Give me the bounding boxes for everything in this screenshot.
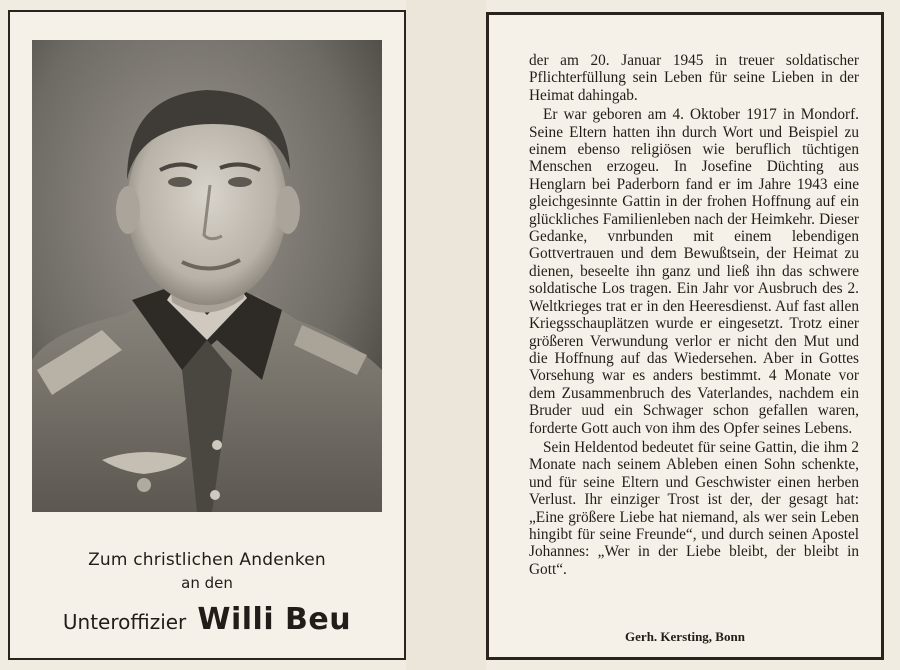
dedication-line: Zum christlichen Andenken: [88, 550, 326, 570]
memorial-card-front: [8, 10, 406, 660]
printer-signature: Gerh. Kersting, Bonn: [625, 629, 745, 644]
obituary-paragraph-2: Er war geboren am 4. Oktober 1917 in Mondorf. Seine Eltern hatten ihn durch Wort und Beispiel zu einem ebenso religiösen wie beruflich tüchtigen Menschen erzogeu. In Josefine Düchting aus Henglarn bei Paderborn fand er im Jahre 1943 eine gleichgesinnte Gattin in der frohen Hoffnung auf ein glückliches Familienleben nach der Heimkehr. Dieser Gedanke, vnrbunden mit einem lebendigen Gottvertrauen und dem Bewußtsein, der Heimat zu dienen, beseelte ihn ganz und ließ ihn das schwere soldatische Los tragen. Ein Jahr vor Ausbruch des 2. Weltkrieges trat er in den Heeresdienst. Auf fast allen Kriegsschauplätzen wurde er eingesetzt. Trotz einer größeren Verwundung verlor er nicht den Mut und die Hoffnung auf das Wiedersehen. Aber in Gottes Vorsehung war es anders bestimmt. 4 Monate vor dem Zusammenbruch des Vaterlandes, nachdem ein Bruder uud ein Schwager schon gefallen waren, forderte Gott auch von ihm des Opfer seines Lebens.: [529, 106, 859, 437]
military-rank: Unteroffizier: [62, 610, 187, 634]
deceased-name: Willi Beu: [197, 602, 352, 637]
dedication-caption: [10, 550, 404, 637]
obituary-text: [529, 52, 859, 580]
portrait-image: [32, 40, 382, 512]
memorial-card-back: [486, 12, 884, 660]
dedication-preposition: an den: [181, 574, 233, 592]
portrait-photo: [32, 40, 382, 512]
obituary-paragraph-1: der am 20. Januar 1945 in treuer soldatischer Pflichterfüllung sein Leben für seine Lieben in der Heimat dahingab.: [529, 52, 859, 104]
deceased-title: [10, 602, 404, 637]
card-fold: [406, 0, 486, 670]
obituary-paragraph-3: Sein Heldentod bedeutet für seine Gattin, die ihm 2 Monate nach seinem Ableben einen Sohn schenkte, und für seine Eltern und Geschwister einen herben Verlust. Ihr einziger Trost ist der, der gesagt hat: „Eine größere Liebe hat niemand, als wer sein Leben hingibt für seine Freunde“, und durch seinen Apostel Johannes: „Wer in der Liebe bleibt, der bleibt in Gott“.: [529, 438, 859, 578]
